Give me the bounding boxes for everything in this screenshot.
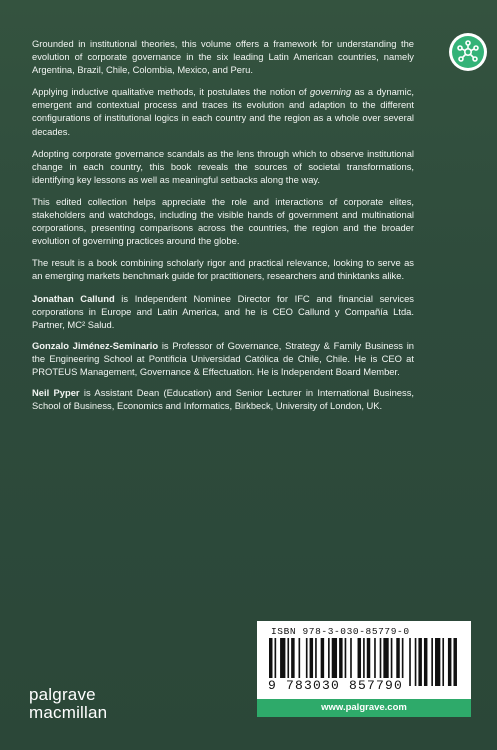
network-hub-icon-svg	[455, 39, 481, 65]
blurb-text	[32, 37, 414, 420]
barcode-bar	[424, 638, 427, 686]
blurb-paragraph-1: Grounded in institutional theories, this volume offers a framework for understanding the evolution of corporate governance in the six leading Latin American countries, namely Argentina, Brazil, Chile, Colombia, Mexico, and Peru.	[32, 38, 414, 76]
barcode-bar	[418, 638, 421, 686]
author-name-jimenez: Gonzalo Jiménez-Seminario	[32, 339, 159, 351]
author-bio-pyper-text: is Assistant Dean (Education) and Senior Lecturer in International Business, School of Business, Economics and Informatics, Birkbeck, University of London, UK.	[32, 387, 414, 412]
website-link[interactable]: www.palgrave.com	[257, 699, 471, 717]
author-name-callund: Jonathan Callund	[32, 292, 115, 304]
blurb-paragraph-4: This edited collection helps appreciate the role and interactions of corporate elites, stakeholders and watchdogs, including the visible hands of government and multinational corporations, presenting comparisons across the countries, the region and the broader evolution of governing practices around the globe.	[32, 195, 414, 247]
barcode-box	[257, 621, 471, 699]
author-name-pyper: Neil Pyper	[32, 387, 80, 399]
publisher-logo-line2: macmillan	[29, 703, 108, 722]
blurb-paragraph-2-before: Applying inductive qualitative methods, it postulates the notion of	[32, 86, 311, 98]
publisher-logo	[29, 686, 107, 722]
springer-badge	[449, 33, 487, 71]
network-hub-icon	[452, 36, 484, 68]
isbn-text: ISBN 978-3-030-85779-0	[271, 626, 410, 637]
barcode-bar	[409, 638, 411, 686]
blurb-paragraph-5: The result is a book combining scholarly rigor and practical relevance, looking to serve as an emerging markets benchmark guide for practitioners, researchers and thinktanks alike.	[32, 257, 414, 282]
barcode-bar	[431, 638, 433, 686]
blurb-paragraph-2	[32, 85, 414, 137]
author-bio-jimenez	[32, 339, 414, 378]
author-bio-pyper	[32, 386, 414, 412]
barcode-bar	[448, 638, 451, 686]
barcode-number: 9 783030 857790	[268, 678, 404, 693]
barcode-bar	[453, 638, 456, 686]
blurb-paragraph-3: Adopting corporate governance scandals as the lens through which to observe institutional change in each country, this book reveals the sources of societal transformations, identifying key lessons as well as meaningful setbacks along the way.	[32, 147, 414, 185]
barcode-bar	[442, 638, 444, 686]
blurb-emphasis-governing: governing	[310, 86, 352, 98]
barcode-bar	[415, 638, 417, 686]
author-bio-callund	[32, 292, 414, 331]
author-bio-jimenez-text: is Professor of Governance, Strategy & Family Business in the Engineering School at Pontificia Universidad Católica de Chile, Chile. He is CEO at PROTEUS Management, Governance & Effectuation. He is Independent Board Member.	[32, 339, 415, 377]
author-bio-callund-text: is Independent Nominee Director for IFC and financial services corporations in Europe and Latin America, and he is CEO Callund y Compañía Ltda. Partner, MC² Salud.	[32, 292, 414, 330]
barcode-bar	[435, 638, 440, 686]
blurb-paragraph-2-after: as a dynamic, emergent and contextual process and traces its evolution and adaption to the different configurations of institutional logics in each country and the region as a whole over several decades.	[32, 86, 414, 137]
publisher-logo-line1: palgrave	[29, 685, 96, 704]
